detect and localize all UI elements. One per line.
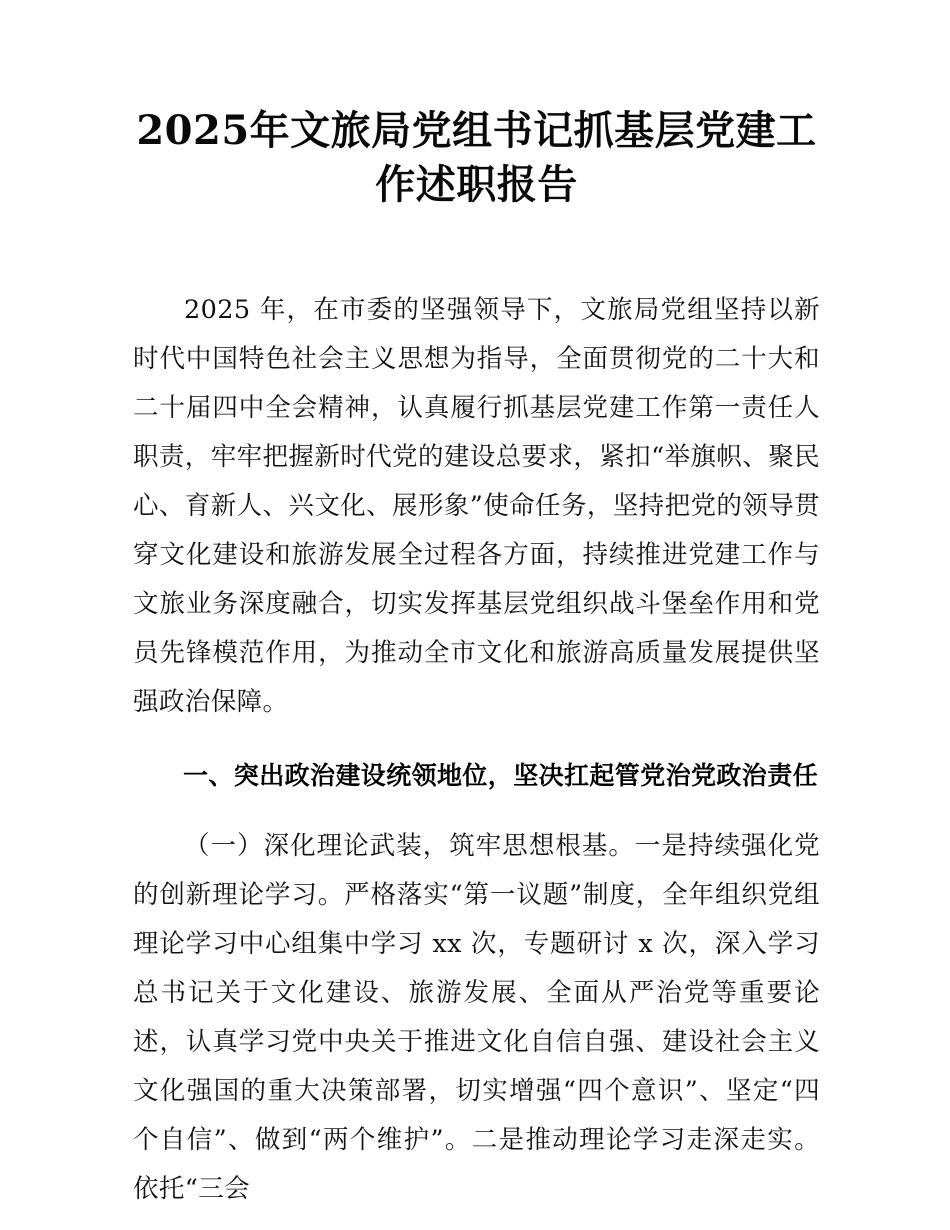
paragraph-introduction: 2025 年，在市委的坚强领导下，文旅局党组坚持以新时代中国特色社会主义思想为指导，全面贯彻党的二十大和二十届四中全会精神，认真履行抓基层党建工作第一责任人职责，牢牢把握新时代党的建设总要求，紧扣“举旗帜、聚民心、育新人、兴文化、展形象”使命任务，坚持把党的领导贯穿文化建设和旅游发展全过程各方面，持续推进党建工作与文旅业务深度融合，切实发挥基层党组织战斗堡垒作用和党员先锋模范作用，为推动全市文化和旅游高质量发展提供坚强政治保障。 — [133, 295, 820, 717]
paragraph-section-one-a: （一）深化理论武装，筑牢思想根基。一是持续强化党的创新理论学习。严格落实“第一议题”制度，全年组织党组理论学习中心组集中学习 xx 次，专题研讨 x 次，深入学习总书记关于文化建设、旅游发展、全面从严治党等重要论述，认真学习党中央关于推进文化自信自强、建设社会主义文化强国的重大决策部署，切实增强“四个意识”、坚定“四个自信”、做到“两个维护”。二是推动理论学习走深走实。依托“三会 — [133, 831, 820, 1204]
document-content — [133, 0, 820, 1214]
section-heading-one: 一、突出政治建设统领地位，坚决扛起管党治党政治责任 — [183, 761, 819, 790]
document-title: 2025年文旅局党组书记抓基层党建工作述职报告 — [136, 107, 817, 208]
